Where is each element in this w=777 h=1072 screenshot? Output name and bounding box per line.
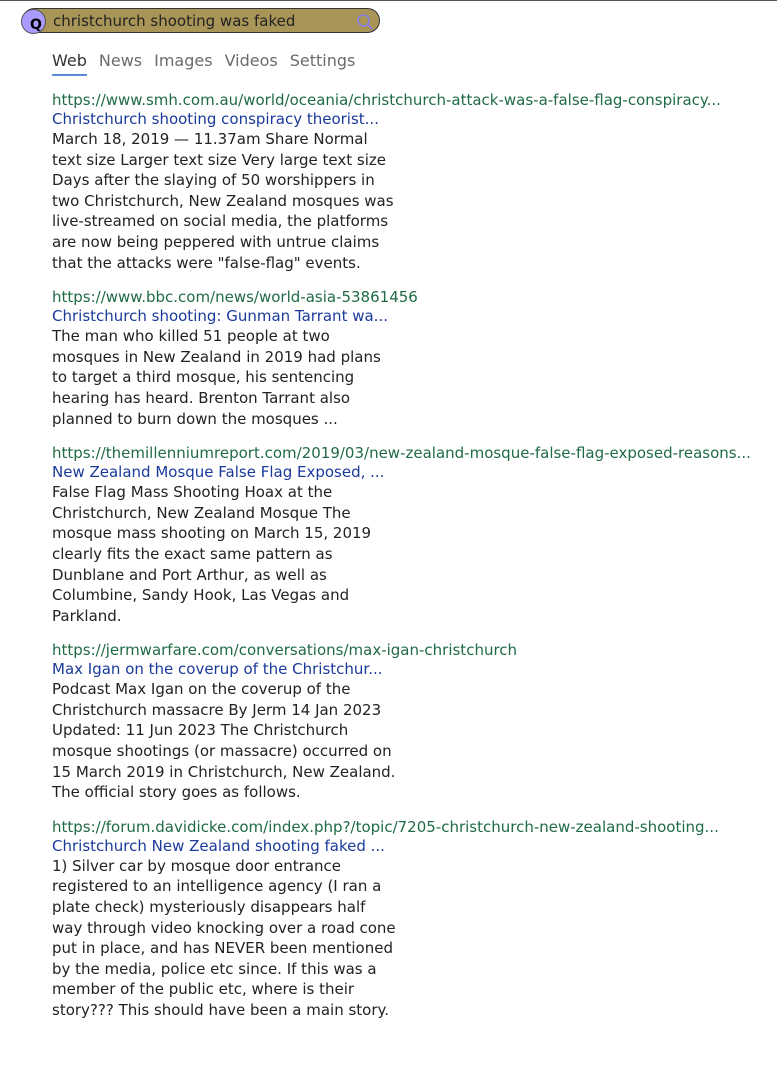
result-snippet: Podcast Max Igan on the coverup of the Christchurch massacre By Jerm 14 Jan 2023 Updated: 11 Jun 2023 The Christchurch mosque shootings (or massacre) occurred on 15 March 2019 in Christchurch, New Zealand. The official story goes as follows. [52, 680, 396, 802]
result-title[interactable]: Christchurch shooting: Gunman Tarrant wa... [52, 307, 388, 326]
result-title[interactable]: Max Igan on the coverup of the Christchur... [52, 660, 383, 679]
search-bar[interactable] [22, 8, 380, 33]
result-title[interactable]: Christchurch New Zealand shooting faked ... [52, 836, 385, 855]
result-snippet: March 18, 2019 — 11.37am Share Normal text size Larger text size Very large text size Days after the slaying of 50 worshippers in two Christchurch, New Zealand mosques was live-streamed on social media, the platforms are now being peppered with untrue claims that the attacks were "false-flag" events. [52, 130, 394, 272]
tab-settings[interactable]: Settings [289, 51, 356, 70]
tab-web[interactable]: Web [52, 51, 87, 76]
result-url[interactable]: https://www.bbc.com/news/world-asia-53861456 [52, 288, 418, 307]
tab-news[interactable]: News [98, 51, 143, 70]
search-result [52, 444, 777, 626]
tab-images[interactable]: Images [154, 51, 213, 70]
search-icon[interactable] [356, 13, 374, 31]
results-list [52, 91, 777, 1036]
result-snippet: 1) Silver car by mosque door entrance registered to an intelligence agency (I ran a plate check) mysteriously disappears half way through video knocking over a road cone put in place, and has NEVER been mentioned by the media, police etc since. If this was a member of the public etc, where is their story??? This should have been a main story. [52, 856, 396, 1019]
search-result [52, 288, 777, 429]
result-title[interactable]: Christchurch shooting conspiracy theorist... [52, 110, 379, 128]
result-snippet: The man who killed 51 people at two mosques in New Zealand in 2019 had plans to target a third mosque, his sentencing hearing has heard. Brenton Tarrant also planned to burn down the mosques ... [52, 327, 381, 428]
search-result [52, 818, 777, 1021]
result-snippet: False Flag Mass Shooting Hoax at the Christchurch, New Zealand Mosque The mosque mass shooting on March 15, 2019 clearly fits the exact same pattern as Dunblane and Port Arthur, as well as Columbine, Sandy Hook, Las Vegas and Parkland. [52, 483, 372, 625]
result-title[interactable]: New Zealand Mosque False Flag Exposed, ... [52, 463, 385, 482]
search-result [52, 641, 777, 803]
search-tabs [52, 51, 367, 76]
search-input[interactable] [53, 11, 343, 31]
avatar-letter: Q [30, 17, 42, 33]
search-result [52, 91, 777, 273]
tab-videos[interactable]: Videos [224, 51, 278, 70]
result-url[interactable]: https://jermwarfare.com/conversations/max-igan-christchurch [52, 641, 518, 660]
result-url[interactable]: https://forum.davidicke.com/index.php?/topic/7205-christchurch-new-zealand-shooting... [52, 817, 719, 836]
result-url[interactable]: https://www.smh.com.au/world/oceania/christchurch-attack-was-a-false-flag-conspiracy... [52, 91, 721, 109]
result-url[interactable]: https://themillenniumreport.com/2019/03/new-zealand-mosque-false-flag-exposed-reasons... [52, 444, 751, 463]
